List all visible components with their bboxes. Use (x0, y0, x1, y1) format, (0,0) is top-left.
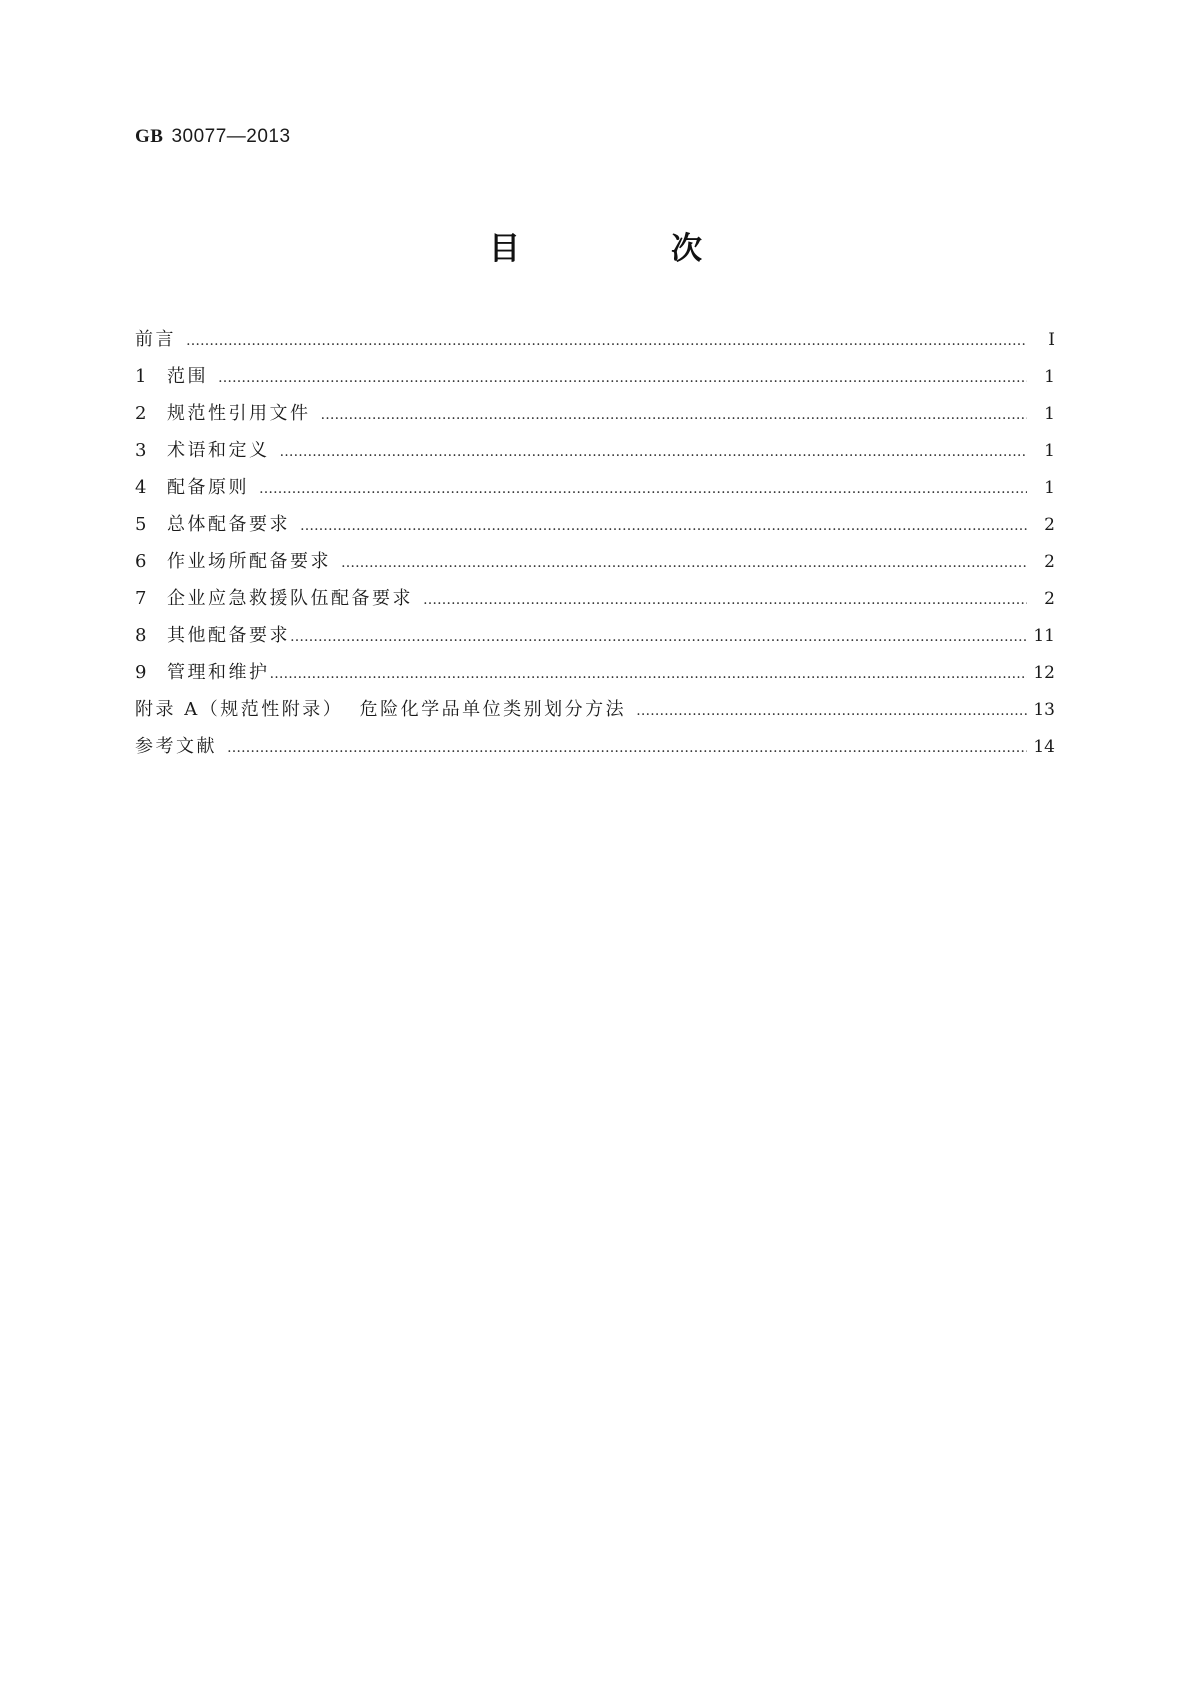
toc-entry-page: Ⅰ (1048, 330, 1055, 350)
toc-entry-page: 2 (1044, 589, 1055, 609)
toc-leader-dots (280, 434, 1028, 471)
toc-entry-management-maintenance[interactable] (135, 654, 1055, 691)
toc-leader-dots (270, 656, 1028, 693)
toc-entry-number: 6 (135, 551, 147, 572)
toc-entry-normative-references[interactable] (135, 395, 1055, 432)
toc-entry-page: 2 (1044, 552, 1055, 572)
standard-code (135, 126, 291, 148)
toc-leader-dots (321, 397, 1028, 434)
toc-leader-dots (290, 619, 1027, 656)
toc-entry-number: 1 (135, 366, 147, 387)
toc-leader-dots (423, 582, 1027, 619)
toc-entry-number: 2 (135, 403, 147, 424)
toc-entry-number: 7 (135, 588, 147, 609)
toc-entry-label: 作业场所配备要求 (167, 551, 331, 572)
toc-entry-workplace-requirements[interactable] (135, 543, 1055, 580)
toc-entry-number: 3 (135, 440, 147, 461)
toc-entry-page: 1 (1044, 404, 1055, 424)
toc-entry-page: 12 (1033, 663, 1055, 683)
toc-leader-dots (341, 545, 1027, 582)
standard-number: 30077—2013 (171, 126, 291, 147)
toc-entry-label: 前言 (135, 329, 176, 350)
toc-entry-annex-a[interactable] (135, 691, 1055, 728)
toc-entry-number: 4 (135, 477, 147, 498)
toc-entry-label: 管理和维护 (167, 662, 270, 683)
toc-entry-other-requirements[interactable] (135, 617, 1055, 654)
toc-entry-label: 其他配备要求 (167, 625, 290, 646)
toc-entry-page: 1 (1044, 367, 1055, 387)
toc-entry-page: 11 (1033, 626, 1055, 646)
toc-entry-label: 配备原则 (167, 477, 249, 498)
toc-entry-foreword[interactable] (135, 321, 1055, 358)
toc-entry-number: 8 (135, 625, 147, 646)
toc-leader-dots (259, 471, 1027, 508)
toc-title: 目 次 (489, 231, 762, 267)
toc-leader-dots (300, 508, 1027, 545)
standard-prefix: GB (135, 126, 164, 147)
toc-entry-label: 企业应急救援队伍配备要求 (167, 588, 413, 609)
toc-entry-rescue-team-requirements[interactable] (135, 580, 1055, 617)
toc-entry-page: 1 (1044, 441, 1055, 461)
toc-entry-number: 9 (135, 662, 147, 683)
toc-entry-label: 范围 (167, 366, 208, 387)
toc-entry-number: 5 (135, 514, 147, 535)
toc-entry-terms-definitions[interactable] (135, 432, 1055, 469)
toc-entry-page: 14 (1033, 737, 1055, 757)
toc-entry-principles[interactable] (135, 469, 1055, 506)
toc-entry-label: 参考文献 (135, 736, 217, 757)
toc-entry-page: 1 (1044, 478, 1055, 498)
toc-entry-page: 13 (1033, 700, 1055, 720)
toc-entry-scope[interactable] (135, 358, 1055, 395)
toc-entry-label: 规范性引用文件 (167, 403, 311, 424)
toc-leader-dots (218, 360, 1027, 397)
toc-leader-dots (636, 693, 1027, 730)
toc-entry-label: 术语和定义 (167, 440, 270, 461)
toc-leader-dots (186, 323, 1027, 360)
toc-leader-dots (227, 730, 1027, 767)
toc-entry-page: 2 (1044, 515, 1055, 535)
toc-entry-label: 附录 A（规范性附录） 危险化学品单位类别划分方法 (135, 699, 627, 720)
toc-entry-general-requirements[interactable] (135, 506, 1055, 543)
toc-entry-bibliography[interactable] (135, 728, 1055, 765)
toc-entry-label: 总体配备要求 (167, 514, 290, 535)
table-of-contents (135, 321, 1055, 765)
